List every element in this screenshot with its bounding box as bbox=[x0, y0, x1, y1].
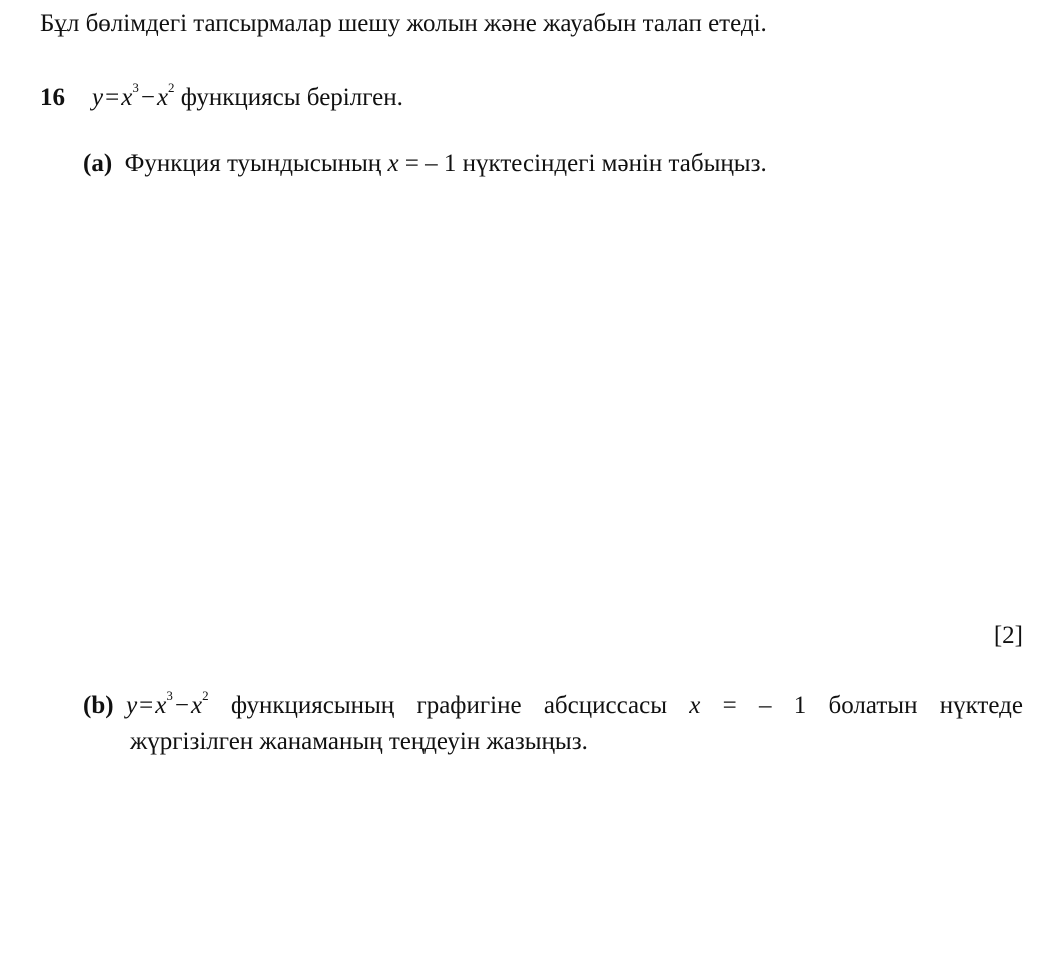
part-b-word: абсциссасы bbox=[543, 692, 667, 719]
part-a-text-after: нүктесіндегі мәнін табыңыз. bbox=[462, 150, 767, 177]
formula-exponent: 2 bbox=[202, 688, 209, 703]
part-a-x: x bbox=[387, 150, 399, 177]
formula-exponent: 3 bbox=[166, 688, 173, 703]
question-statement bbox=[92, 80, 403, 112]
part-a-text-before: Функция туындысының bbox=[124, 150, 382, 177]
part-b-lead bbox=[83, 688, 209, 720]
formula-y: y bbox=[126, 692, 138, 719]
part-b-minus: – bbox=[759, 692, 772, 719]
function-formula bbox=[92, 80, 175, 111]
statement-text: функциясы берілген. bbox=[180, 84, 403, 111]
formula-equals: = bbox=[105, 84, 120, 111]
formula-y: y bbox=[92, 84, 104, 111]
part-b-line-2: жүргізілген жанаманың теңдеуін жазыңыз. bbox=[130, 728, 588, 755]
formula-minus: − bbox=[140, 84, 155, 111]
part-b-word: графигіне bbox=[416, 692, 522, 719]
part-b-word: нүктеде bbox=[939, 692, 1023, 719]
formula-x: x bbox=[121, 84, 133, 111]
part-b-one: 1 bbox=[793, 692, 807, 719]
part-a-equals: = bbox=[404, 150, 419, 177]
part-b-word: болатын bbox=[828, 692, 918, 719]
question-number: 16 bbox=[40, 84, 65, 111]
function-formula bbox=[126, 688, 209, 719]
formula-x: x bbox=[191, 692, 203, 719]
part-b-equals: = bbox=[722, 692, 737, 719]
formula-equals: = bbox=[139, 692, 154, 719]
part-b-label: (b) bbox=[83, 692, 114, 719]
part-a-value: – 1 bbox=[425, 150, 457, 177]
part-a bbox=[83, 150, 767, 178]
formula-x: x bbox=[156, 84, 169, 111]
part-a-label: (a) bbox=[83, 150, 113, 177]
part-b-line-1 bbox=[83, 688, 1023, 720]
part-a-marks: [2] bbox=[993, 622, 1023, 649]
formula-exponent: 3 bbox=[132, 80, 139, 95]
formula-minus: − bbox=[174, 692, 189, 719]
part-b-x: x bbox=[689, 692, 701, 719]
formula-x: x bbox=[155, 692, 167, 719]
part-b-word: функциясының bbox=[230, 692, 395, 719]
section-instruction: Бұл бөлімдегі тапсырмалар шешу жолын және жауабын талап етеді. bbox=[40, 10, 767, 37]
formula-exponent: 2 bbox=[168, 80, 175, 95]
